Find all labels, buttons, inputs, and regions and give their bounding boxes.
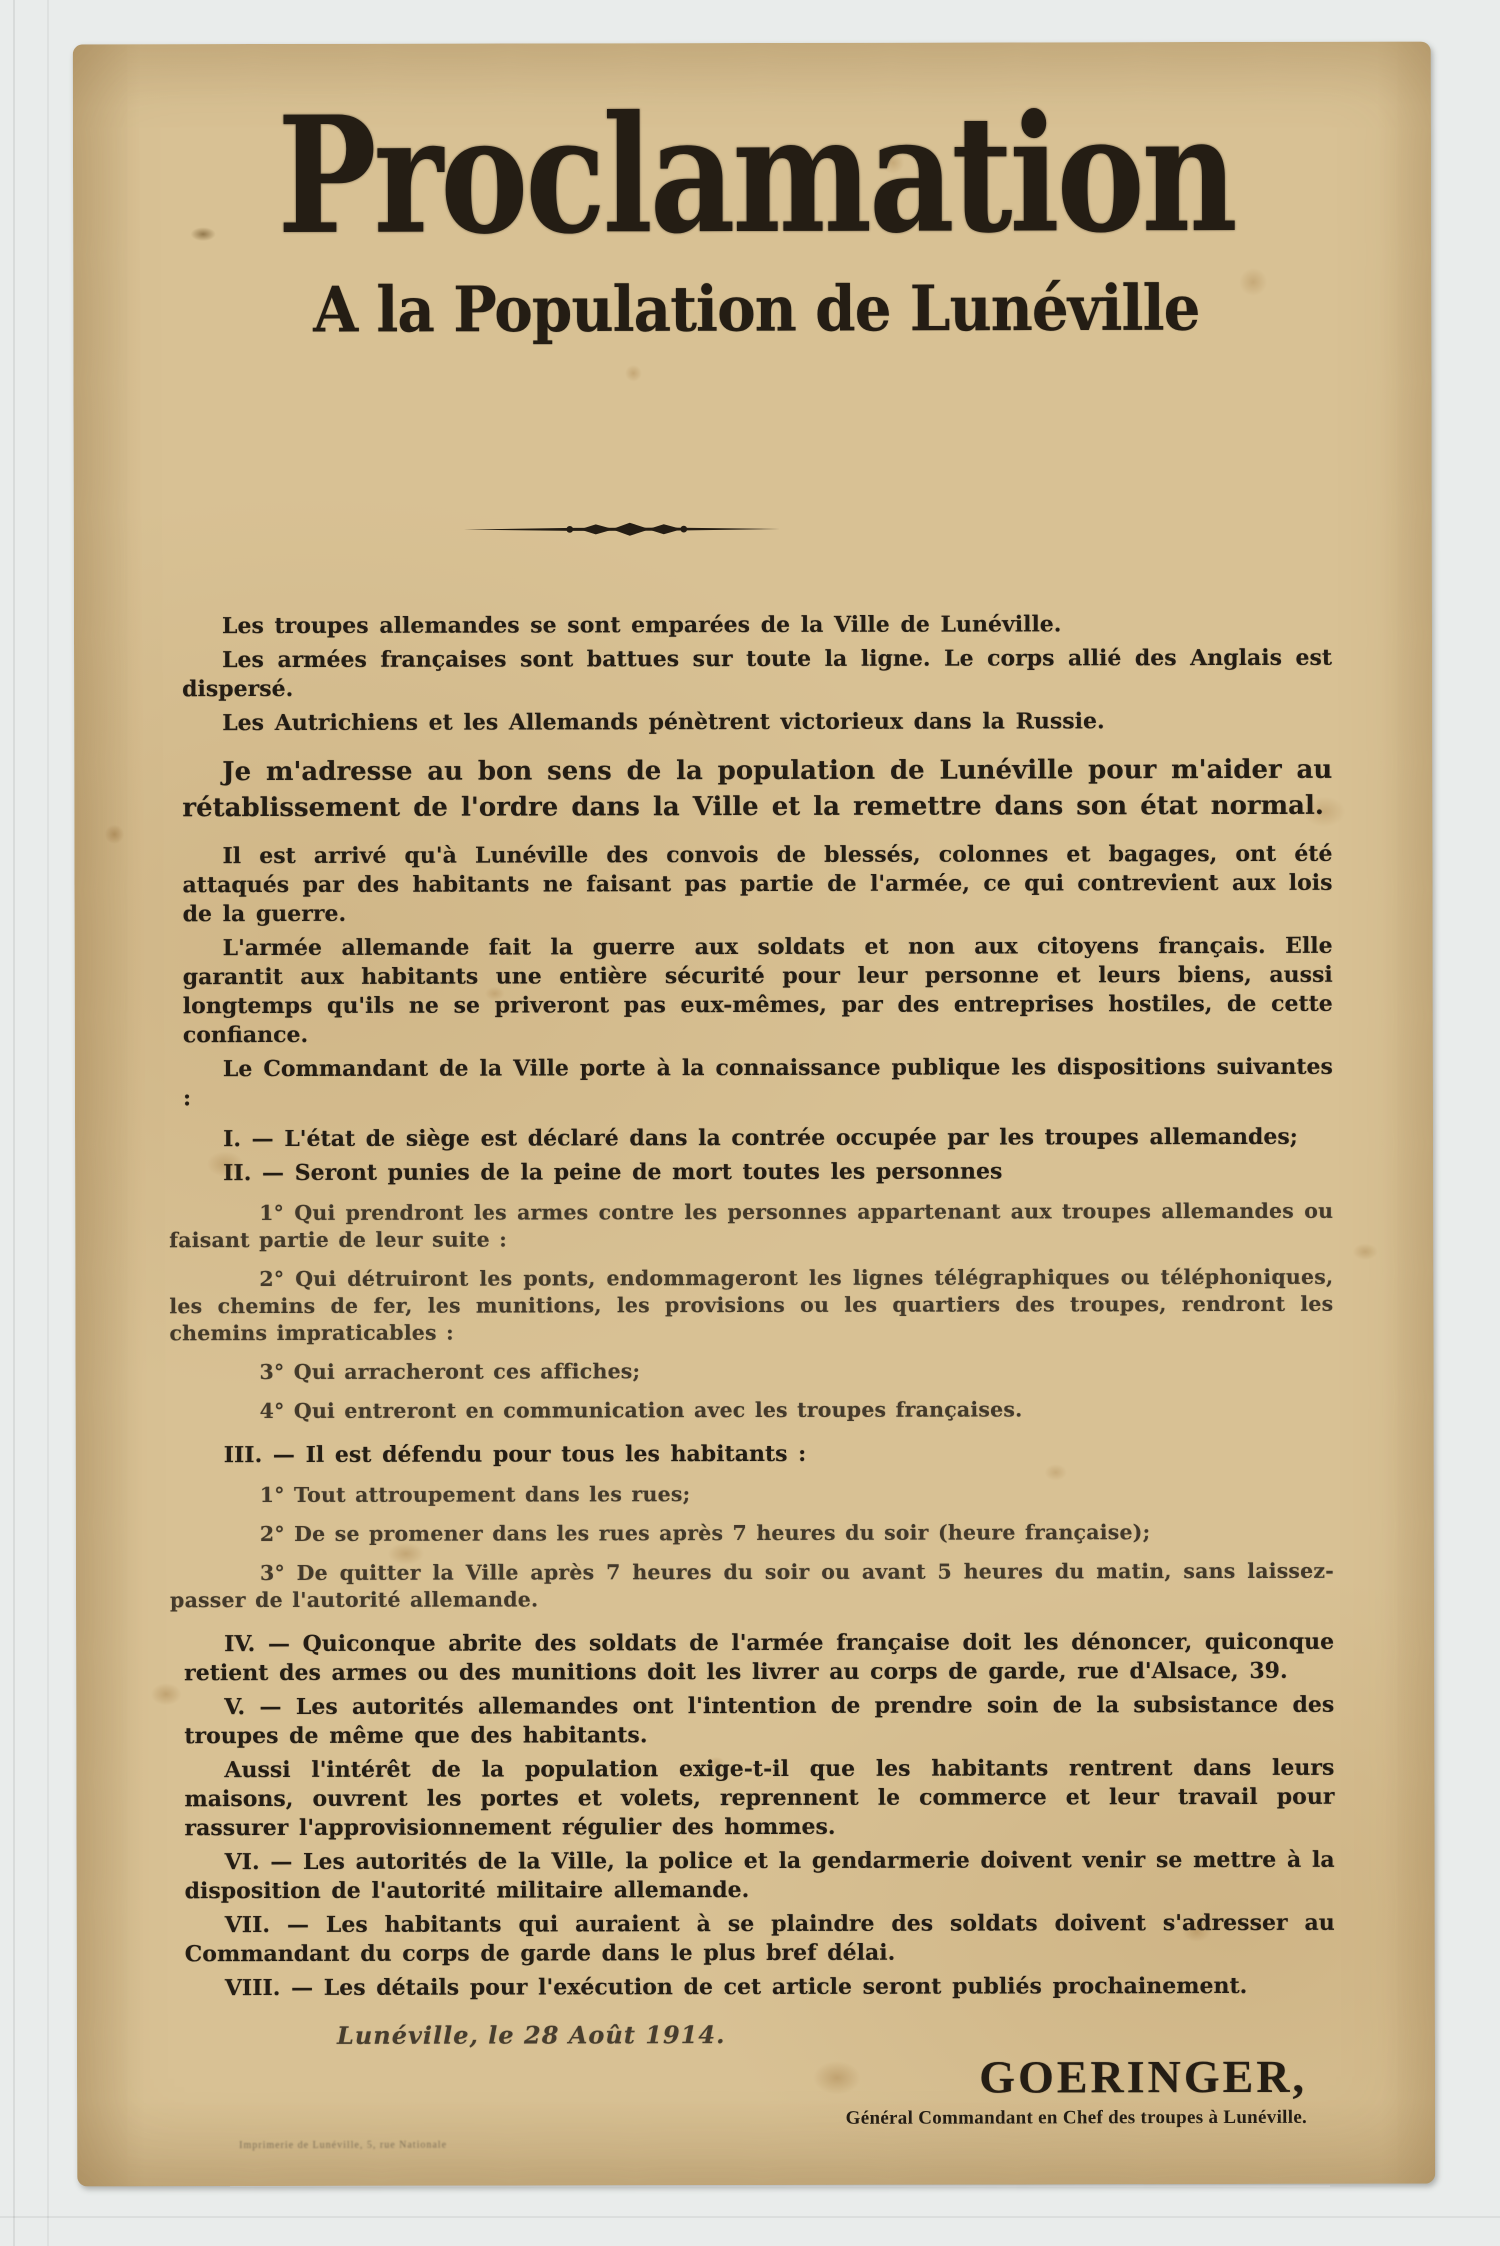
paragraph-guarantee: L'armée allemande fait la guerre aux soldats et non aux citoyens français. Elle garantit aux habitants une entière sécurité pour leur personne et leurs biens, aussi longtemps qu'ils ne se priveront pas eux-mêmes, par des entreprises hostiles, de cette confiance. [182, 932, 1333, 1049]
article-III-item-1: 1° Tout attroupement dans les rues; [259, 1482, 691, 1508]
article-II-item-4: 4° Qui entreront en communication avec les troupes françaises. [259, 1397, 1023, 1424]
article-III: III. — Il est défendu pour tous les habitants : [223, 1440, 807, 1469]
article-II-item-3: 3° Qui arracheront ces affiches; [259, 1359, 641, 1385]
article-IV: IV. — Quiconque abrite des soldats de l'armée française doit les dénoncer, quiconque retient des armes ou des munitions doit les livrer au corps de garde, rue d'Alsace, 39. [184, 1628, 1335, 1687]
printer-imprint: Imprimerie de Lunéville, 5, rue Nationale [239, 2139, 448, 2152]
signature-title: Général Commandant en Chef des troupes à Lunéville. [845, 2106, 1308, 2129]
paragraph-appeal: Je m'adresse au bon sens de la population de Lunéville pour m'aider au rétablissement de l'ordre dans la Ville et la remettre dans son état normal. [182, 754, 1333, 824]
paragraph-intro-3: Les Autrichiens et les Allemands pénètrent victorieux dans la Russie. [222, 708, 1105, 737]
paragraph-commandant: Le Commandant de la Ville porte à la connaissance publique les dispositions suivantes : [182, 1053, 1333, 1112]
article-II-item-1: 1° Qui prendront les armes contre les personnes appartenant aux troupes allemandes ou faisant partie de leur suite : [169, 1198, 1334, 1253]
article-VI: VI. — Les autorités de la Ville, la police et la gendarmerie doivent venir se mettre à la disposition de l'autorité militaire allemande. [184, 1846, 1335, 1905]
paragraph-intro-2: Les armées françaises sont battues sur toute la ligne. Le corps allié des Anglais est dispersé. [182, 644, 1333, 703]
body-text [169, 610, 1335, 2003]
article-III-item-2: 2° De se promener dans les rues après 7 heures du soir (heure française); [259, 1520, 1151, 1547]
paragraph-incidents: Il est arrivé qu'à Lunéville des convois de blessés, colonnes et bagages, ont été attaqués par des habitants ne faisant pas partie de l'armée, ce qui contrevient aux lois de la guerre. [182, 840, 1333, 928]
sleeve-crease-left [13, 0, 15, 2246]
ornament-divider [462, 521, 782, 538]
paragraph-intro-1: Les troupes allemandes se sont emparées de la Ville de Lunéville. [221, 611, 1062, 640]
sleeve-crease-left-2 [47, 0, 49, 2246]
article-VIII: VIII. — Les détails pour l'exécution de cet article seront publiés prochainement. [224, 1972, 1248, 2002]
article-VII: VII. — Les habitants qui auraient à se plaindre des soldats doivent s'adresser au Commandant du corps de garde dans le plus bref délai. [184, 1909, 1335, 1968]
signature-name: GOERINGER, [979, 2050, 1308, 2103]
poster-content [169, 42, 1335, 2132]
article-III-item-3: 3° De quitter la Ville après 7 heures du soir ou avant 5 heures du matin, sans laissez-passer de l'autorité allemande. [169, 1558, 1334, 1613]
article-II-item-2: 2° Qui détruiront les ponts, endommageront les lignes télégraphiques ou téléphoniques, les chemins de fer, les munitions, les provisions ou les quartiers des troupes, rendront les chemins impraticables : [169, 1264, 1334, 1346]
article-V: V. — Les autorités allemandes ont l'intention de prendre soin de la subsistance des troupes de même que des habitants. [184, 1691, 1335, 1750]
sleeve-crease-bottom [0, 2216, 1500, 2218]
poster-title: Proclamation [277, 79, 1235, 272]
dateline: Lunéville, le 28 Août 1914. [336, 2020, 726, 2050]
paragraph-interest: Aussi l'intérêt de la population exige-t-il que les habitants rentrent dans leurs maisons, ouvrent les portes et volets, reprennent le commerce et leur travail pour rassurer l'approvisionnement régulier des hommes. [184, 1754, 1335, 1842]
article-II: II. — Seront punies de la peine de mort toutes les personnes [223, 1158, 1003, 1187]
proclamation-poster [73, 42, 1435, 2187]
signature-block [185, 2052, 1335, 2132]
article-I: I. — L'état de siège est déclaré dans la contrée occupée par les troupes allemandes; [223, 1123, 1298, 1153]
poster-subtitle: A la Population de Lunéville [313, 271, 1200, 347]
